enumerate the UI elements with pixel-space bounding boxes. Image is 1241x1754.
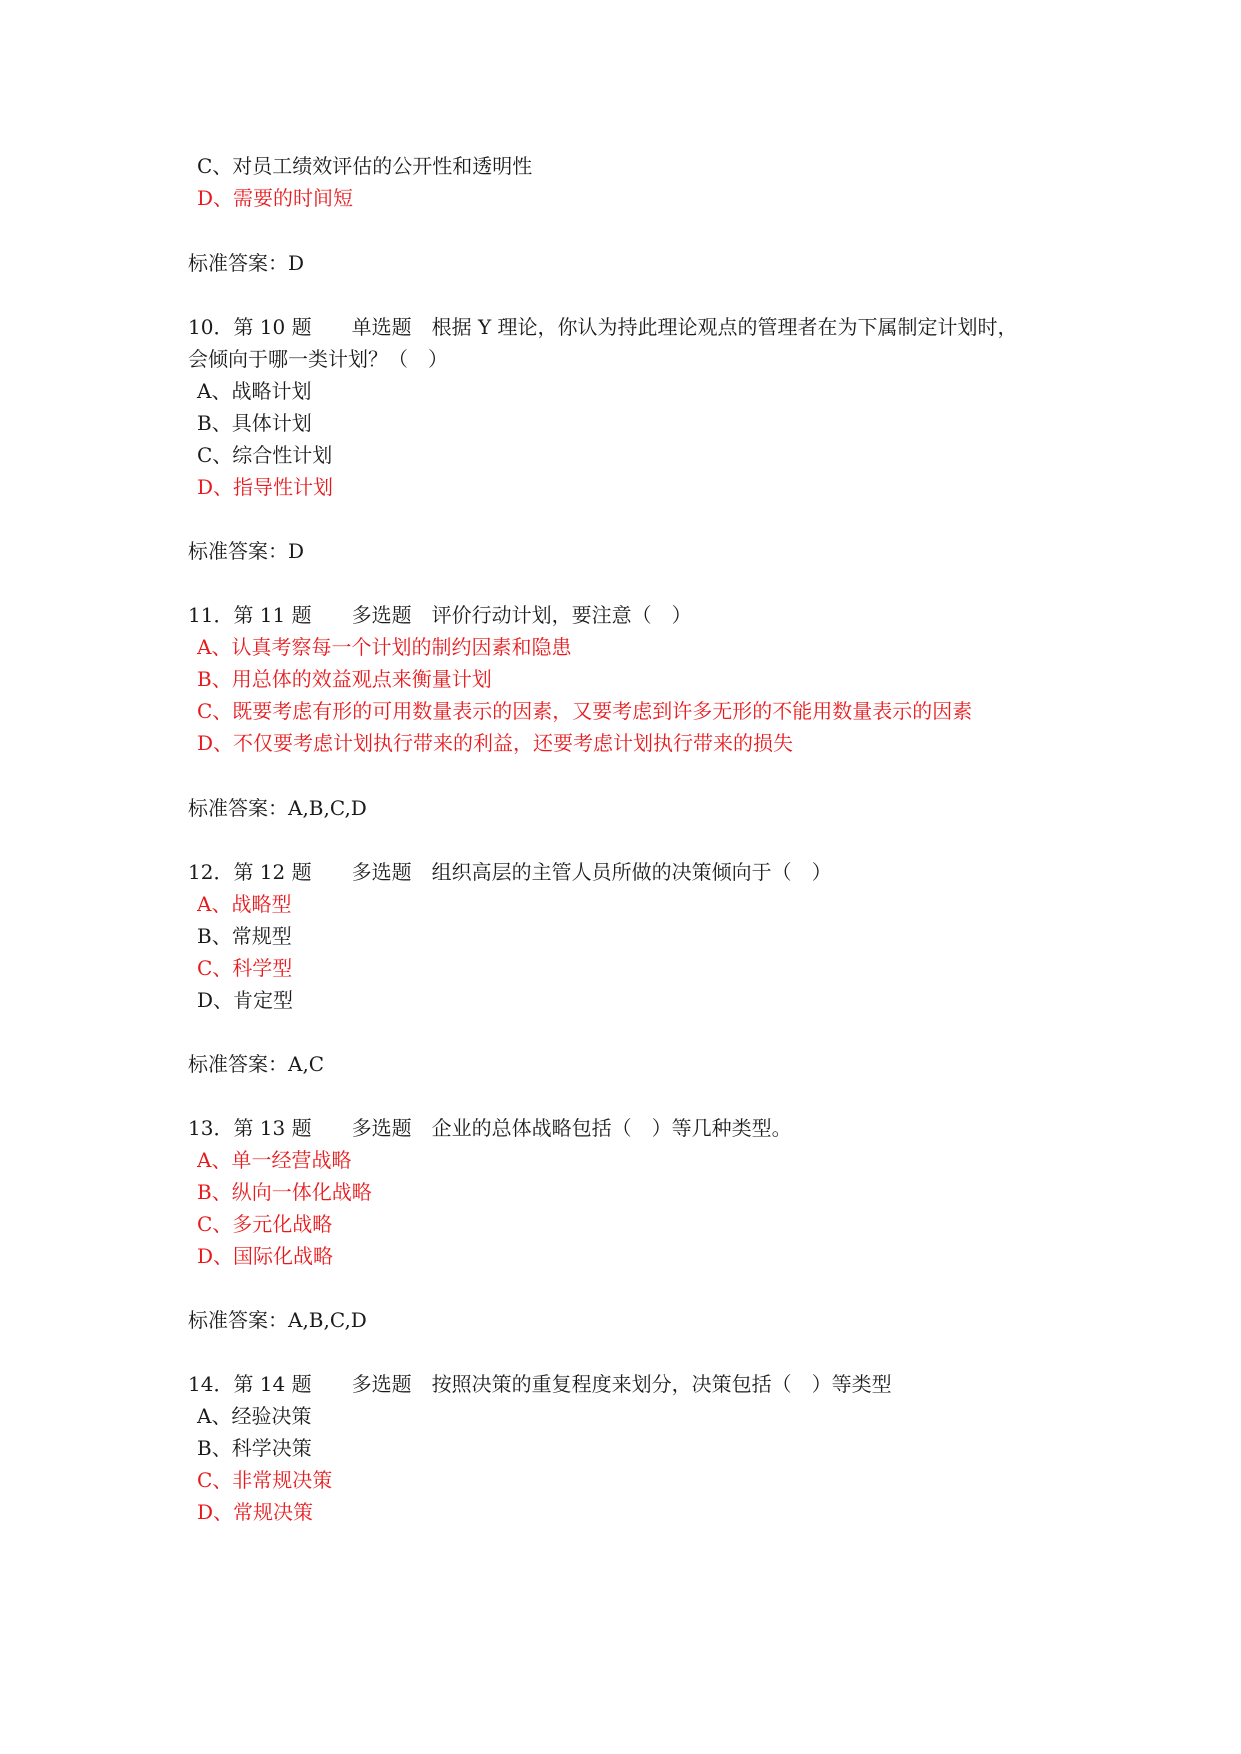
question-11-option-c-correct: C、既要考虑有形的可用数量表示的因素，又要考虑到许多无形的不能用数量表示的因素: [197, 699, 973, 723]
question-11-option-d-correct: D、不仅要考虑计划执行带来的利益，还要考虑计划执行带来的损失: [197, 731, 794, 755]
question-10-option-b: B、具体计划: [197, 411, 312, 435]
question-12-answer: 标准答案：A,C: [188, 1052, 325, 1076]
question-12-option-a-correct: A、战略型: [197, 892, 292, 916]
question-13-option-d-correct: D、国际化战略: [197, 1244, 334, 1268]
question-11-option-a-correct: A、认真考察每一个计划的制约因素和隐患: [197, 635, 572, 659]
question-14-option-b: B、科学决策: [197, 1436, 312, 1460]
question-10-option-a: A、战略计划: [197, 379, 312, 403]
question-11-answer: 标准答案：A,B,C,D: [188, 796, 367, 820]
question-13-option-c-correct: C、多元化战略: [197, 1212, 333, 1236]
question-14-option-c-correct: C、非常规决策: [197, 1468, 333, 1492]
question-14-title: 14．第 14 题 多选题 按照决策的重复程度来划分，决策包括（ ）等类型: [188, 1372, 892, 1396]
question-10-option-c: C、综合性计划: [197, 443, 333, 467]
option-d-correct: D、需要的时间短: [197, 186, 354, 210]
question-12-option-b: B、常规型: [197, 924, 292, 948]
question-10-option-d-correct: D、指导性计划: [197, 475, 334, 499]
question-11-option-b-correct: B、用总体的效益观点来衡量计划: [197, 667, 492, 691]
option-c: C、对员工绩效评估的公开性和透明性: [197, 154, 533, 178]
question-12-option-d: D、肯定型: [197, 988, 294, 1012]
question-12-option-c-correct: C、科学型: [197, 956, 293, 980]
question-14-option-d-correct: D、常规决策: [197, 1500, 314, 1524]
question-13-answer: 标准答案：A,B,C,D: [188, 1308, 367, 1332]
question-12-title: 12．第 12 题 多选题 组织高层的主管人员所做的决策倾向于（ ）: [188, 860, 832, 884]
question-10-title: 10．第 10 题 单选题 根据 Y 理论，你认为持此理论观点的管理者在为下属制定计划时，: [188, 315, 1018, 339]
question-13-option-b-correct: B、纵向一体化战略: [197, 1180, 372, 1204]
question-10-title-continued: 会倾向于哪一类计划？（ ）: [188, 347, 448, 371]
question-10-answer: 标准答案：D: [188, 539, 305, 563]
question-11-title: 11．第 11 题 多选题 评价行动计划，要注意（ ）: [188, 603, 692, 627]
question-13-title: 13．第 13 题 多选题 企业的总体战略包括（ ）等几种类型。: [188, 1116, 792, 1140]
standard-answer: 标准答案：D: [188, 251, 305, 275]
question-13-option-a-correct: A、单一经营战略: [197, 1148, 352, 1172]
question-14-option-a: A、经验决策: [197, 1404, 312, 1428]
